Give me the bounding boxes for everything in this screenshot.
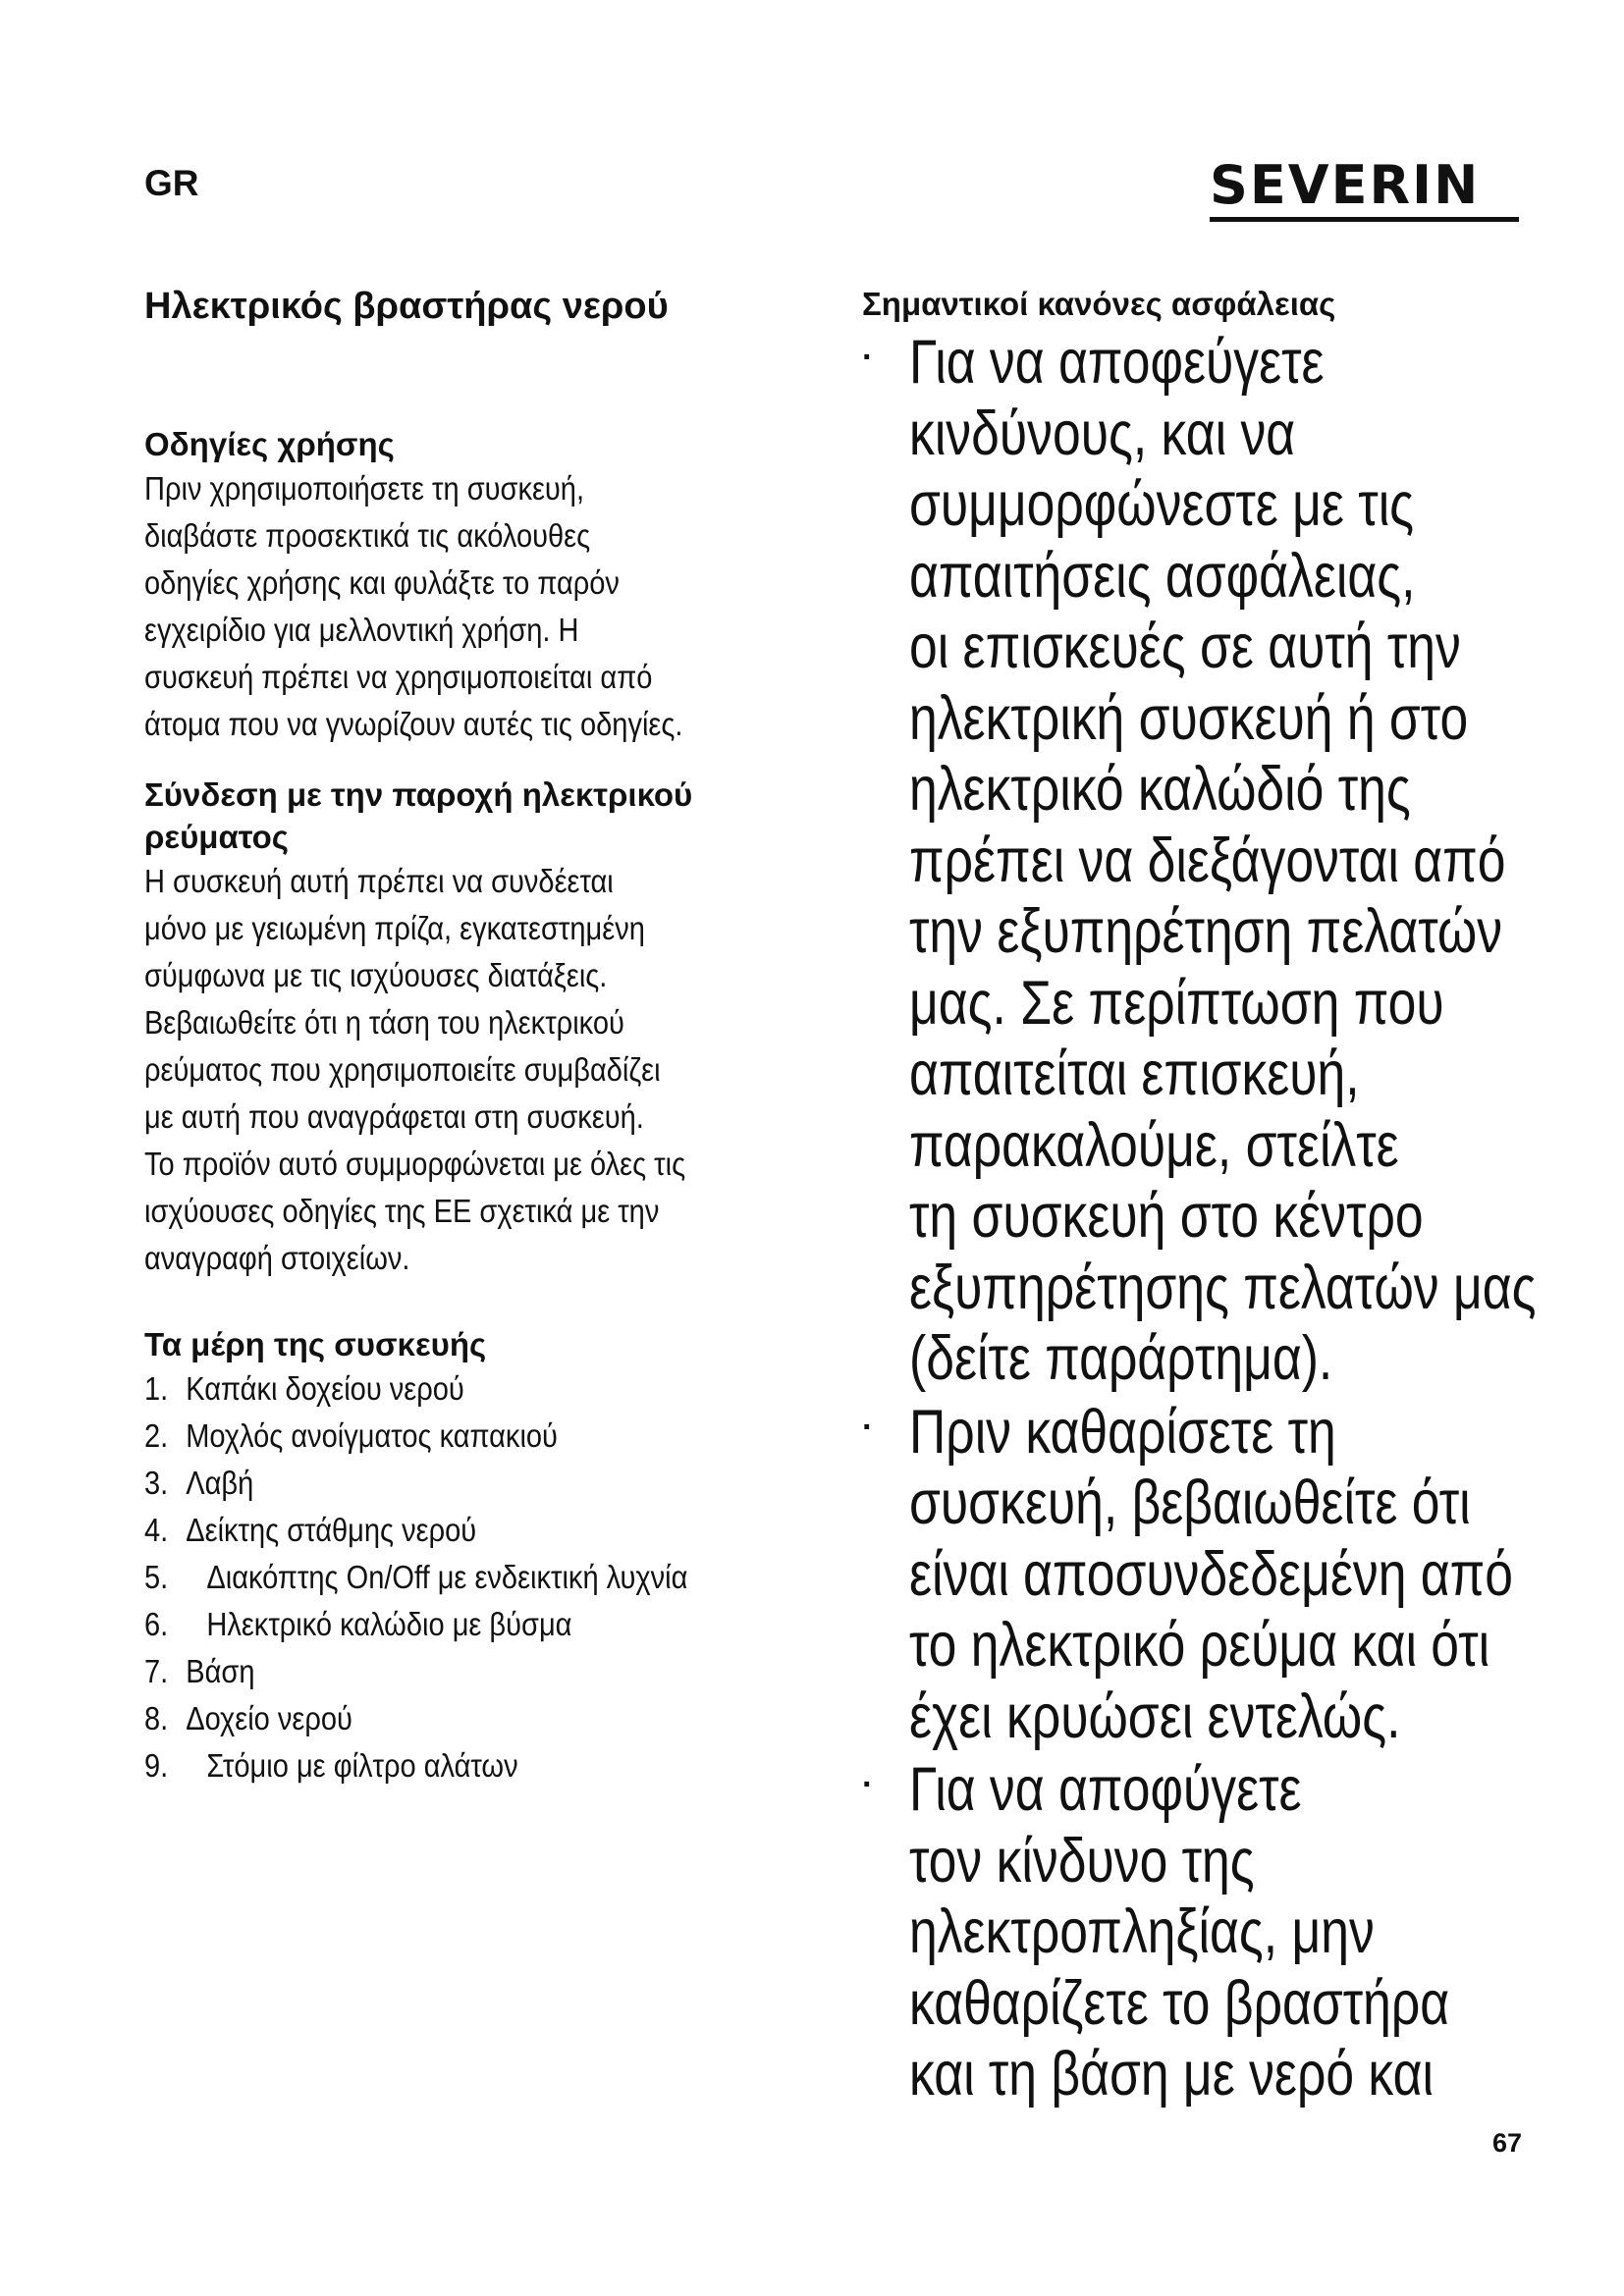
item-label: Δείκτης στάθμης νερού (186, 1512, 477, 1548)
list-item (144, 1648, 824, 1695)
logo-underline (1210, 217, 1519, 222)
bullet-marker: · (862, 339, 874, 376)
bullet-line: συμμορφώνεστε με τις (909, 470, 1415, 539)
usage-line: άτομα που να γνωρίζουν αυτές τις οδηγίες. (144, 706, 683, 742)
bullet-line: τον κίνδυνο της (909, 1826, 1255, 1896)
connection-line: με αυτή που αναγράφεται στη συσκευή. (144, 1098, 644, 1135)
usage-line: συσκευή πρέπει να χρησιμοποιείται από (144, 659, 653, 695)
connection-line: αναγραφή στοιχείων. (144, 1240, 410, 1276)
item-label: Ηλεκτρικό καλώδιο με βύσμα (206, 1606, 572, 1642)
bullet-line: Πριν καθαρίσετε τη (909, 1397, 1336, 1467)
connection-heading-cont: ρεύματος (144, 819, 289, 855)
list-item (144, 1365, 824, 1413)
bullet-line: την εξυπηρέτηση πελατών (909, 897, 1503, 966)
right-column (862, 283, 1540, 2110)
item-label: Διακόπτης On/Off με ενδεικτική λυχνία (206, 1559, 688, 1595)
safety-bullet-shock (862, 1754, 1540, 2110)
bullet-line: εξυπηρέτησης πελατών μας (909, 1253, 1537, 1322)
left-column (144, 283, 822, 1789)
connection-line: ισχύουσες οδηγίες της ΕΕ σχετικά με την (144, 1193, 660, 1229)
bullet-line: μας. Σε περίπτωση που (909, 968, 1444, 1038)
usage-line: Πριν χρησιμοποιήσετε τη συσκευή, (144, 470, 585, 507)
bullet-line: ηλεκτρικό καλώδιό της (909, 755, 1411, 824)
connection-line: ρεύματος που χρησιμοποιείτε συμβαδίζει (144, 1051, 661, 1088)
bullet-line: και τη βάση με νερό και (909, 2040, 1434, 2109)
bullet-line: απαιτήσεις ασφάλειας, (909, 541, 1416, 611)
list-item (144, 1413, 824, 1460)
bullet-line: τη συσκευή στο κέντρο (909, 1182, 1424, 1251)
safety-heading: Σημαντικοί κανόνες ασφάλειας (862, 286, 1336, 322)
usage-section (144, 423, 822, 748)
connection-line: σύμφωνα με τις ισχύουσες διατάξεις. (144, 957, 608, 993)
bullet-line: (δείτε παράρτημα). (909, 1324, 1333, 1393)
bullet-line: κινδύνους, και να (909, 399, 1296, 468)
bullet-line: Για να αποφεύγετε (909, 328, 1325, 397)
usage-line: εγχειρίδιο για μελλοντική χρήση. Η (144, 612, 579, 648)
usage-line: διαβάστε προσεκτικά τις ακόλουθες (144, 517, 591, 554)
list-item (144, 1601, 824, 1648)
parts-list (144, 1365, 822, 1789)
brand-logo: SEVERIN (1210, 154, 1481, 216)
bullet-marker: · (862, 1766, 874, 1803)
usage-heading: Οδηγίες χρήσης (144, 426, 395, 462)
item-number: 6. (144, 1606, 169, 1642)
connection-line: Βεβαιωθείτε ότι η τάση του ηλεκτρικού (144, 1004, 624, 1041)
list-item (144, 1507, 824, 1554)
list-item (144, 1695, 824, 1742)
item-number: 8. (144, 1700, 169, 1736)
bullet-line: καθαρίζετε το βραστήρα (909, 1968, 1450, 2038)
connection-line: μόνο με γειωμένη πρίζα, εγκατεστημένη (144, 910, 645, 946)
bullet-line: ηλεκτροπληξίας, μην (909, 1897, 1375, 1966)
bullet-line: έχει κρυώσει εντελώς. (909, 1682, 1401, 1751)
connection-line: Το προϊόν αυτό συμμορφώνεται με όλες τις (144, 1146, 686, 1182)
usage-line: οδηγίες χρήσης και φυλάξτε το παρόν (144, 564, 620, 601)
item-number: 9. (144, 1747, 169, 1784)
item-number: 7. (144, 1653, 169, 1689)
bullet-line: πρέπει να διεξάγονται από (909, 826, 1506, 895)
bullet-line: το ηλεκτρικό ρεύμα και ότι (909, 1611, 1490, 1680)
item-number: 5. (144, 1559, 169, 1595)
item-label: Δοχείο νερού (186, 1700, 352, 1736)
bullet-marker: · (862, 1408, 874, 1446)
safety-bullet-cleaning (862, 1397, 1540, 1753)
item-number: 3. (144, 1465, 169, 1501)
item-label: Βάση (186, 1653, 255, 1689)
list-item (144, 1742, 824, 1789)
bullet-line: συσκευή, βεβαιωθείτε ότι (909, 1468, 1471, 1537)
bullet-line: οι επισκευές σε αυτή την (909, 613, 1461, 681)
safety-bullet-repairs (862, 327, 1540, 1395)
item-label: Καπάκι δοχείου νερού (186, 1370, 464, 1407)
bullet-line: παρακαλούμε, στείλτε (909, 1110, 1399, 1180)
item-number: 2. (144, 1417, 169, 1454)
item-number: 1. (144, 1370, 169, 1407)
bullet-line: είναι αποσυνδεδεμένη από (909, 1539, 1514, 1609)
connection-heading: Σύνδεση με την παροχή ηλεκτρικού (144, 776, 693, 813)
connection-line: Η συσκευή αυτή πρέπει να συνδέεται (144, 863, 614, 899)
page-number: 67 (1492, 2128, 1523, 2158)
item-number: 4. (144, 1512, 169, 1548)
item-label: Λαβή (186, 1465, 254, 1501)
item-label: Στόμιο με φίλτρο αλάτων (206, 1747, 518, 1784)
item-label: Μοχλός ανοίγματος καπακιού (186, 1417, 558, 1454)
list-item (144, 1554, 824, 1601)
language-code: GR (144, 163, 199, 203)
parts-section (144, 1323, 822, 1789)
bullet-line: απαιτείται επισκευή, (909, 1040, 1360, 1108)
bullet-line: Για να αποφύγετε (909, 1755, 1302, 1824)
list-item (144, 1460, 824, 1507)
connection-section (144, 774, 822, 1282)
parts-heading: Τα μέρη της συσκευής (144, 1326, 487, 1362)
bullet-line: ηλεκτρική συσκευή ή στο (909, 683, 1469, 753)
document-title: Ηλεκτρικός βραστήρας νερού (144, 286, 669, 327)
